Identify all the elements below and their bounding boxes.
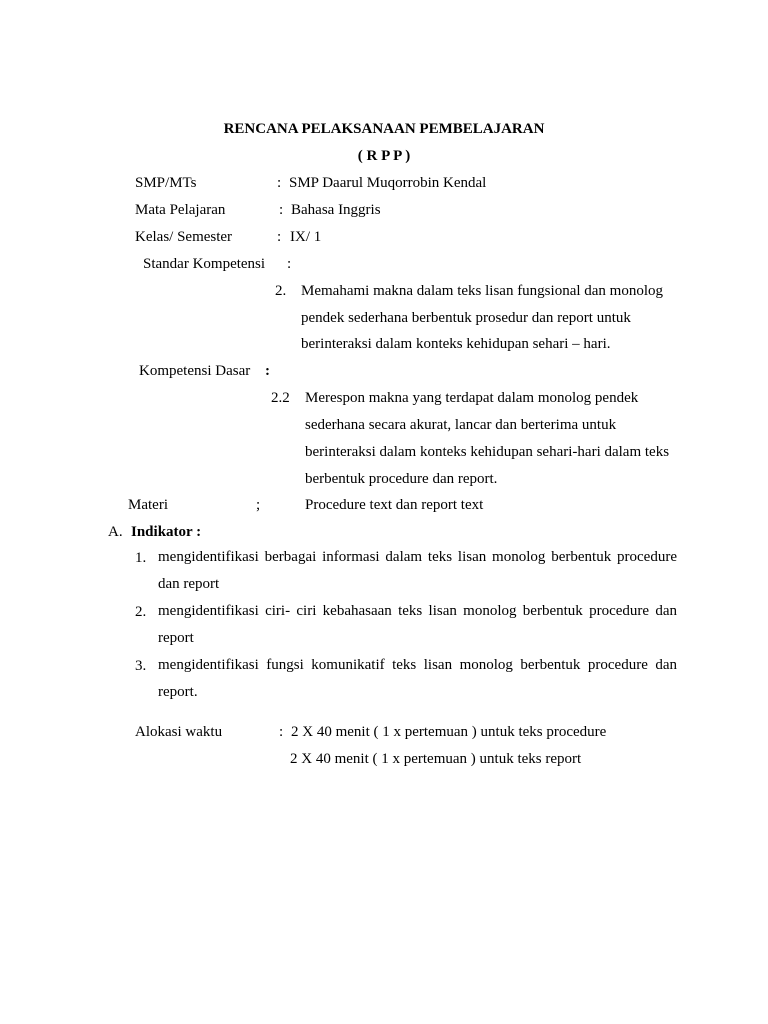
school-colon: : — [277, 175, 282, 191]
standar-kompetensi-label: Standar Kompetensi — [143, 256, 266, 272]
indikator-item-number: 2. — [135, 604, 147, 620]
kompetensi-dasar-label: Kompetensi Dasar — [139, 363, 251, 379]
document-title: RENCANA PELAKSANAAN PEMBELAJARAN — [223, 121, 545, 137]
kompetensi-dasar-line: Merespon makna yang terdapat dalam monolog pendek — [305, 390, 639, 406]
materi-label: Materi — [128, 497, 168, 513]
grade-colon: : — [277, 229, 282, 245]
subject-value: Bahasa Inggris — [291, 202, 381, 218]
subject-label: Mata Pelajaran — [135, 202, 226, 218]
indikator-item-text: mengidentifikasi ciri- ciri kebahasaan teks lisan monolog berbentuk procedure dan report — [158, 603, 677, 646]
indikator-item-text: mengidentifikasi berbagai informasi dalam teks lisan monolog berbentuk procedure dan report — [158, 549, 677, 592]
standar-kompetensi-colon: : — [287, 256, 292, 272]
materi-separator: ; — [256, 497, 261, 513]
section-letter: A. — [108, 524, 123, 540]
grade-value: IX/ 1 — [290, 229, 322, 245]
document-subtitle: ( R P P ) — [357, 148, 411, 164]
school-label: SMP/MTs — [135, 175, 197, 191]
alokasi-waktu-line: 2 X 40 menit ( 1 x pertemuan ) untuk teks procedure — [291, 724, 607, 740]
indikator-item-number: 3. — [135, 658, 147, 674]
grade-label: Kelas/ Semester — [135, 229, 233, 245]
alokasi-waktu-label: Alokasi waktu — [135, 724, 223, 740]
standar-kompetensi-line: Memahami makna dalam teks lisan fungsional dan monolog — [301, 283, 664, 299]
alokasi-waktu-colon: : — [279, 724, 284, 740]
alokasi-waktu-line: 2 X 40 menit ( 1 x pertemuan ) untuk teks report — [290, 751, 582, 767]
kompetensi-dasar-line: berinteraksi dalam konteks kehidupan sehari-hari dalam teks — [305, 444, 670, 460]
materi-value: Procedure text dan report text — [305, 497, 484, 513]
kompetensi-dasar-line: berbentuk procedure dan report. — [305, 471, 498, 487]
school-value: SMP Daarul Muqorrobin Kendal — [289, 175, 487, 191]
indikator-item-text: mengidentifikasi fungsi komunikatif teks lisan monolog berbentuk procedure dan report. — [158, 657, 677, 700]
standar-kompetensi-line: pendek sederhana berbentuk prosedur dan report untuk — [301, 310, 631, 326]
kompetensi-dasar-colon: : — [265, 363, 270, 379]
indikator-item-number: 1. — [135, 550, 147, 566]
subject-colon: : — [279, 202, 284, 218]
standar-kompetensi-number: 2. — [275, 283, 287, 299]
kompetensi-dasar-line: sederhana secara akurat, lancar dan berterima untuk — [305, 417, 617, 433]
standar-kompetensi-line: berinteraksi dalam konteks kehidupan sehari – hari. — [301, 336, 611, 352]
indikator-heading: Indikator : — [131, 524, 202, 540]
kompetensi-dasar-number: 2.2 — [271, 390, 290, 406]
